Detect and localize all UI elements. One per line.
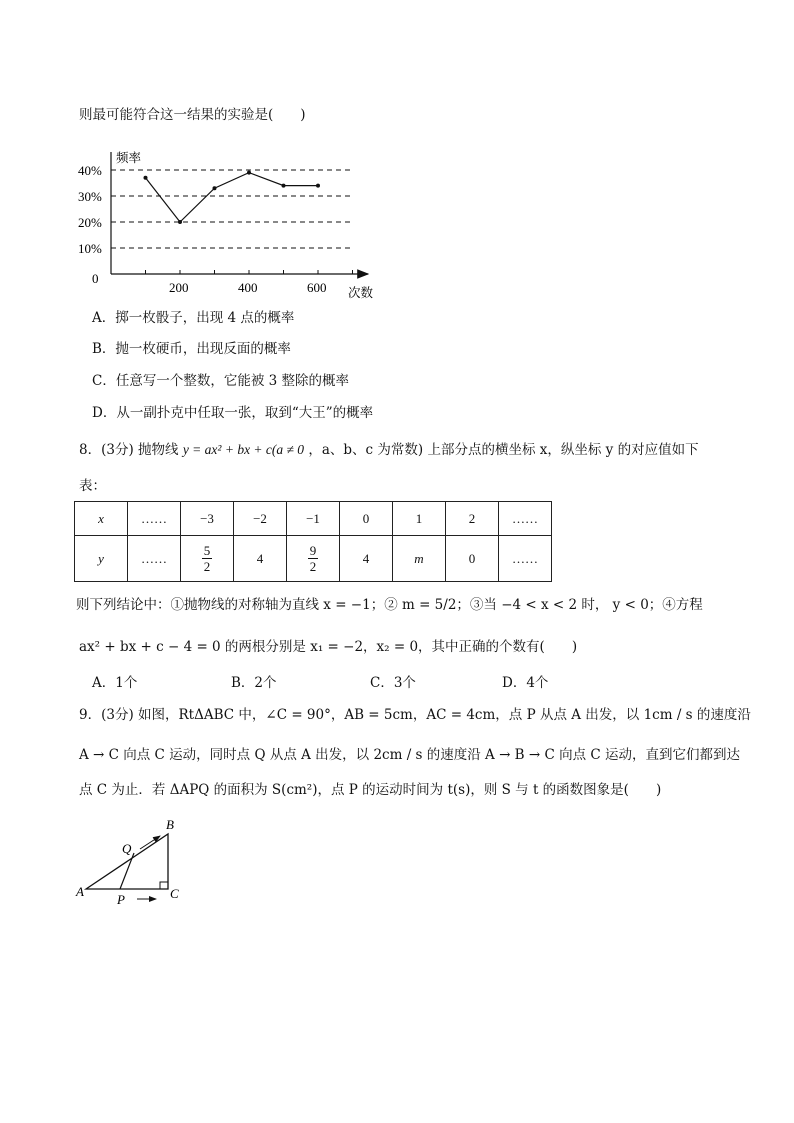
table-cell: 0	[340, 502, 393, 536]
table-cell: ……	[499, 536, 552, 582]
table-cell: 1	[393, 502, 446, 536]
q9-line2: A → C 向点 C 运动，同时点 Q 从点 A 出发，以 2cm / s 的速度沿 A → B → C 向点 C 运动，直到它们都到达	[79, 747, 741, 763]
table-row-y	[75, 536, 552, 582]
label-a: A	[76, 884, 84, 899]
table-cell: 4	[340, 536, 393, 582]
right-angle-mark	[160, 882, 168, 889]
table-row-x	[75, 502, 552, 536]
label-p: P	[117, 892, 125, 907]
q8-conclusion-line2: ax² + bx + c − 4 = 0 的两根分别是 x₁ = −2，x₂ = 0，其中正确的个数有( )	[79, 639, 578, 655]
q7-option-c: C．任意写一个整数，它能被 3 整除的概率	[92, 373, 350, 389]
table-cell: 0	[446, 536, 499, 582]
fraction-denominator: 2	[309, 559, 317, 574]
data-point	[178, 220, 182, 224]
data-point	[213, 186, 217, 190]
triangle-figure	[70, 812, 200, 912]
q8-stem-prefix: 8．(3分) 抛物线	[79, 442, 179, 458]
table-cell: 2	[446, 502, 499, 536]
segment-pq	[120, 853, 134, 889]
y-tick-label: 0	[92, 271, 99, 286]
table-cell: −1	[287, 502, 340, 536]
table-cell: −3	[181, 502, 234, 536]
table-cell: ……	[128, 502, 181, 536]
table-cell: 4	[234, 536, 287, 582]
q8-stem-formula: y = ax² + bx + c(a ≠ 0	[182, 442, 305, 457]
q8-value-table	[74, 501, 552, 582]
fraction-numerator: 9	[309, 543, 317, 558]
label-q: Q	[122, 841, 132, 856]
q8-conclusion-line1: 则下列结论中：①抛物线的对称轴为直线 x = −1；② m = 5/2；③当 −4 < x < 2 时， y < 0；④方程	[76, 597, 703, 613]
data-point	[282, 184, 286, 188]
data-point	[144, 176, 148, 180]
frequency-line-chart	[78, 144, 388, 304]
fraction-denominator: 2	[203, 559, 211, 574]
label-c: C	[170, 886, 179, 901]
q9-line3: 点 C 为止．若 ΔAPQ 的面积为 S(cm²)，点 P 的运动时间为 t(s)，则 S 与 t 的函数图象是( )	[79, 782, 662, 798]
table-cell: x	[75, 502, 128, 536]
q7-option-a: A．掷一枚骰子，出现 4 点的概率	[92, 310, 295, 326]
y-tick-label: 40%	[78, 163, 102, 178]
q7-option-d: D．从一副扑克中任取一张，取到“大王”的概率	[92, 405, 374, 421]
y-tick-label: 10%	[78, 241, 102, 256]
x-axis-title: 次数	[348, 286, 374, 300]
y-axis-title: 频率	[116, 151, 142, 165]
x-tick-label: 400	[238, 280, 258, 295]
table-cell-fraction	[287, 536, 340, 582]
x-tick-label: 200	[169, 280, 189, 295]
q8-option-b: B．2个	[231, 675, 277, 691]
data-point	[247, 171, 251, 175]
fraction	[202, 543, 212, 574]
table-cell: m	[393, 536, 446, 582]
q8-stem-line2: 表：	[79, 478, 106, 494]
q7-intro: 则最可能符合这一结果的实验是( )	[79, 107, 306, 123]
q8-option-c: C．3个	[370, 675, 416, 691]
y-tick-label: 30%	[78, 189, 102, 204]
q7-option-b: B．抛一枚硬币，出现反面的概率	[92, 341, 291, 357]
q9-line1: 9．(3分) 如图，RtΔABC 中，∠C = 90°，AB = 5cm，AC = 4cm，点 P 从点 A 出发，以 1cm / s 的速度沿	[79, 707, 751, 723]
table-cell: y	[75, 536, 128, 582]
q-direction-arrow	[140, 836, 160, 849]
table-cell-fraction	[181, 536, 234, 582]
q8-stem	[79, 441, 699, 459]
data-point	[316, 184, 320, 188]
table-cell: −2	[234, 502, 287, 536]
fraction-numerator: 5	[203, 543, 211, 558]
frequency-series-line	[146, 173, 319, 222]
q8-option-a: A．1个	[92, 675, 138, 691]
fraction	[308, 543, 318, 574]
table-cell: ……	[128, 536, 181, 582]
q8-option-d: D．4个	[502, 675, 549, 691]
y-tick-label: 20%	[78, 215, 102, 230]
x-tick-label: 600	[307, 280, 327, 295]
table-cell: ……	[499, 502, 552, 536]
label-b: B	[166, 817, 174, 832]
q8-stem-suffix: ，a、b、c 为常数) 上部分点的横坐标 x，纵坐标 y 的对应值如下	[308, 442, 699, 458]
